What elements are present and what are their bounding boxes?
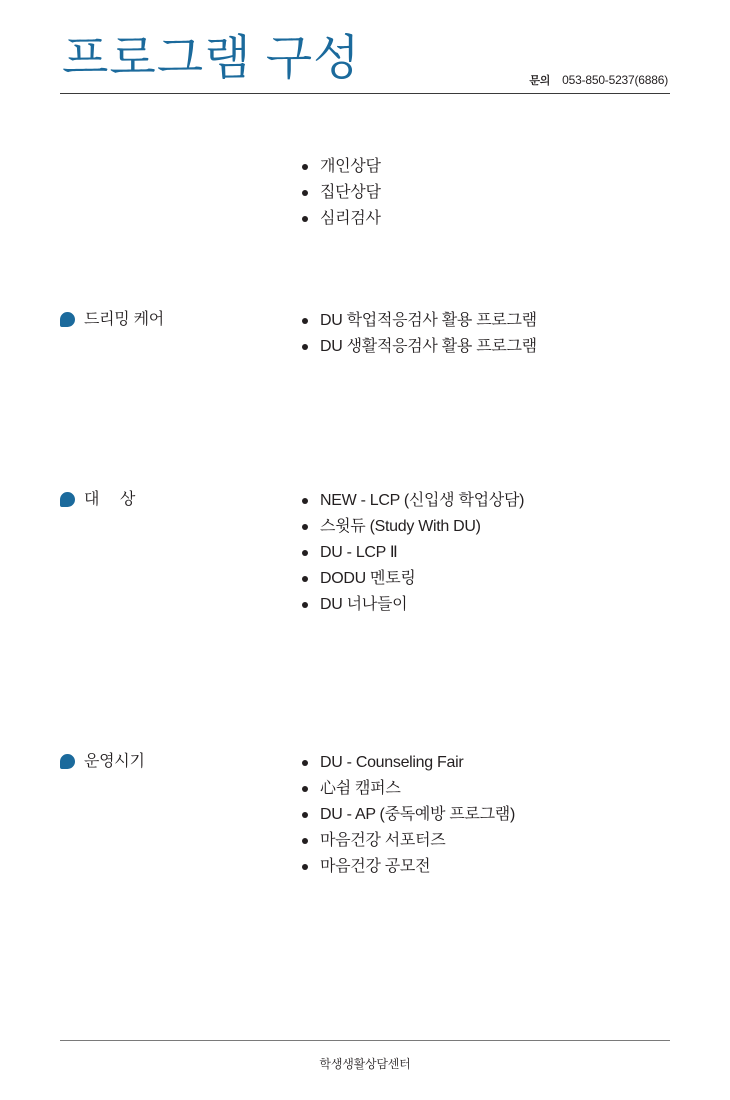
section-label-text: 운영시기 xyxy=(84,753,145,771)
drop-bullet-icon xyxy=(60,754,75,769)
section-label xyxy=(60,488,260,509)
list-item: 집단상담 xyxy=(300,180,670,206)
list-item: 개인상담 xyxy=(300,154,670,180)
list-item: NEW - LCP (신입생 학업상담) xyxy=(300,488,670,514)
list-item: 心쉼 캠퍼스 xyxy=(300,776,670,802)
list-item: DU - AP (중독예방 프로그램) xyxy=(300,802,670,828)
list-item: DU 학업적응검사 활용 프로그램 xyxy=(300,308,670,334)
section-counseling-basics xyxy=(60,154,670,232)
list-items xyxy=(300,308,670,360)
list-item: 스윗듀 (Study With DU) xyxy=(300,514,670,540)
list-items xyxy=(300,154,670,232)
list-items xyxy=(300,488,670,618)
list-item: DU - LCP Ⅱ xyxy=(300,540,670,566)
section-items xyxy=(260,154,670,232)
list-item: DU 너나들이 xyxy=(300,592,670,618)
section-label-empty xyxy=(60,154,260,156)
page-footer xyxy=(60,1040,670,1072)
section-items xyxy=(260,308,670,360)
section-label-text: 드리밍 케어 xyxy=(84,311,164,329)
list-item: DU - Counseling Fair xyxy=(300,750,670,776)
list-item: DU 생활적응검사 활용 프로그램 xyxy=(300,334,670,360)
page-title: 프로그램 구성 xyxy=(62,32,361,85)
section-operation-period xyxy=(60,750,670,880)
list-item: 마음건강 공모전 xyxy=(300,854,670,880)
contact-label: 문의 xyxy=(529,75,551,88)
section-label xyxy=(60,308,260,329)
drop-bullet-icon xyxy=(60,492,75,507)
list-item: DODU 멘토링 xyxy=(300,566,670,592)
section-items xyxy=(260,488,670,618)
list-items xyxy=(300,750,670,880)
footer-text: 학생생활상담센터 xyxy=(319,1057,411,1071)
contact-phone-number: 053-850-5237(6886) xyxy=(562,73,668,88)
section-dreaming-care xyxy=(60,308,670,360)
page-header xyxy=(60,0,670,94)
section-target-audience xyxy=(60,488,670,618)
header-divider xyxy=(60,93,670,94)
drop-bullet-icon xyxy=(60,312,75,327)
contact-info xyxy=(529,72,668,88)
section-items xyxy=(260,750,670,880)
list-item: 심리검사 xyxy=(300,206,670,232)
footer-divider xyxy=(60,1040,670,1041)
list-item: 마음건강 서포터즈 xyxy=(300,828,670,854)
section-label-text: 대 상 xyxy=(84,491,136,509)
program-sections xyxy=(60,154,670,880)
section-label xyxy=(60,750,260,771)
